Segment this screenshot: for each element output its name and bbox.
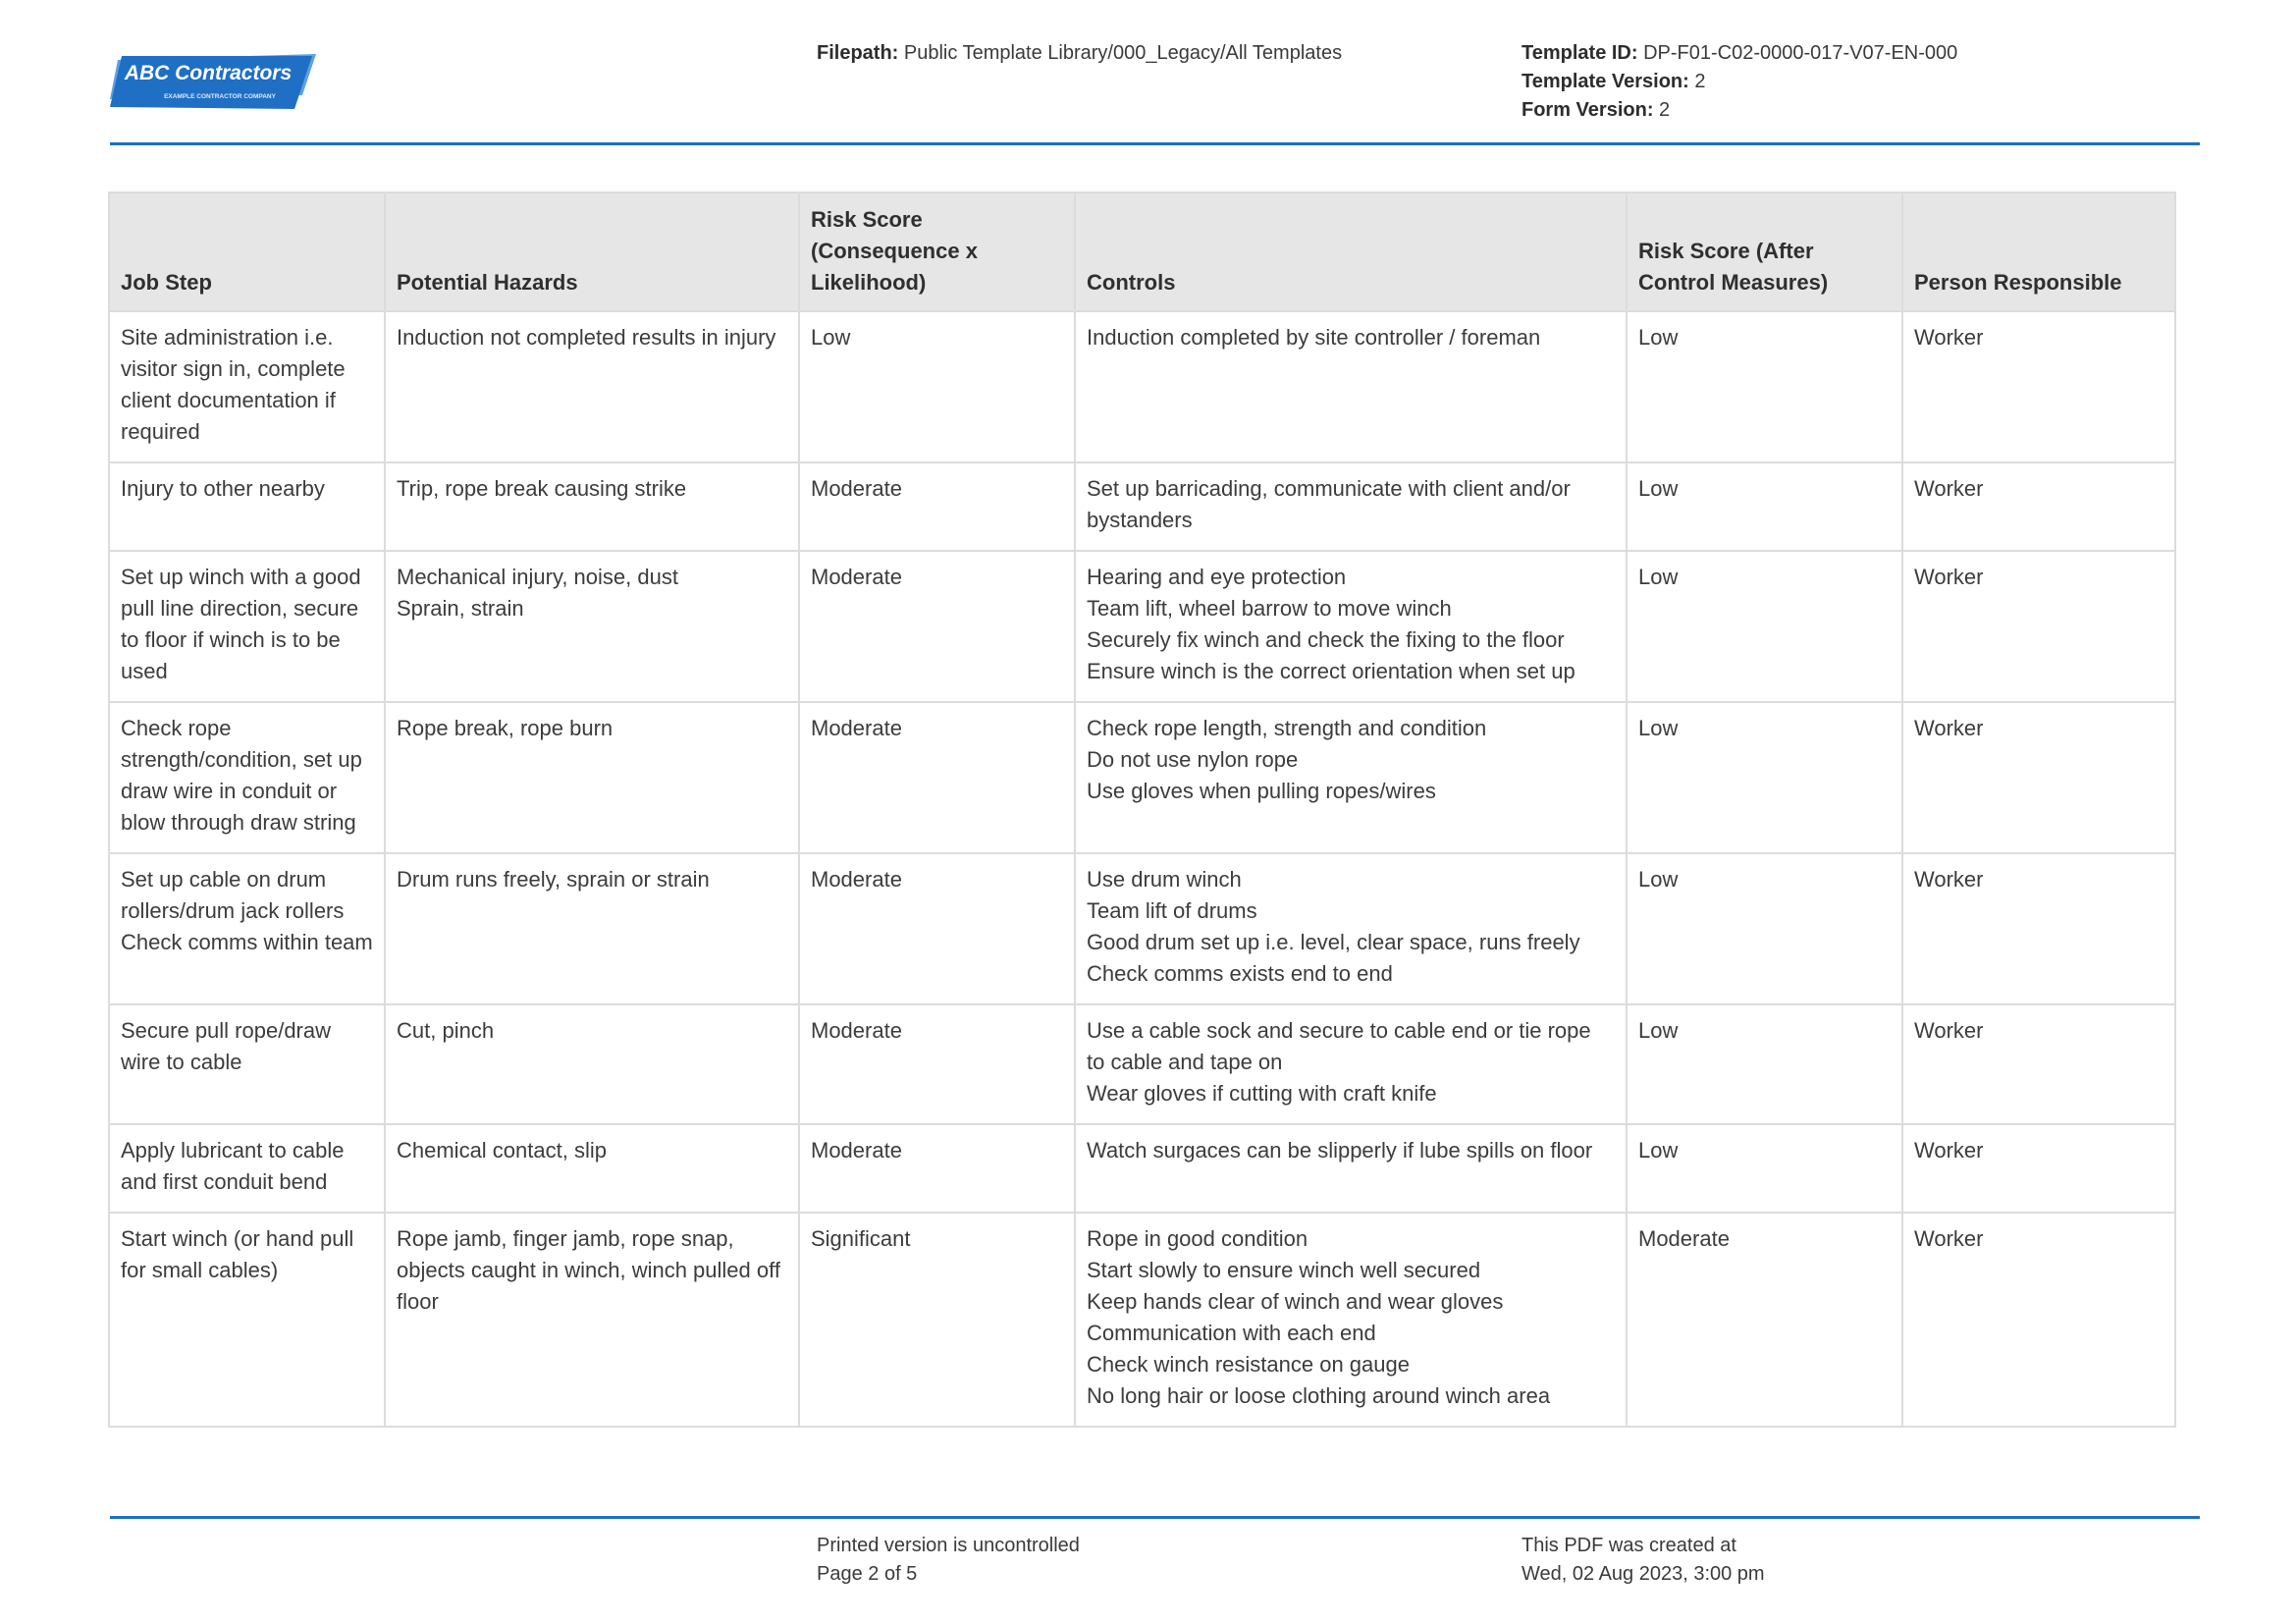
- controls-line: Rope in good condition: [1087, 1226, 1308, 1251]
- job-step-line: Check comms within team: [121, 930, 373, 954]
- risk-score-after-cell: Moderate: [1627, 1213, 1902, 1427]
- controls-line: Check comms exists end to end: [1087, 961, 1393, 986]
- risk-score-after-cell: Low: [1627, 1004, 1902, 1124]
- controls-line: Do not use nylon rope: [1087, 747, 1299, 772]
- created-date: Wed, 02 Aug 2023, 3:00 pm: [1522, 1563, 1765, 1585]
- risk-score-cell: Moderate: [799, 462, 1075, 551]
- table-row: [109, 462, 2175, 551]
- risk-score-cell: Moderate: [799, 1004, 1075, 1124]
- controls-cell: [1075, 1004, 1627, 1124]
- controls-line: Set up barricading, communicate with client and/or bystanders: [1087, 476, 1571, 532]
- job-step-line: Set up cable on drum rollers/drum jack rollers: [121, 867, 345, 923]
- controls-line: Team lift, wheel barrow to move winch: [1087, 596, 1452, 621]
- header-person-responsible: Person Responsible: [1902, 192, 2175, 311]
- filepath-label: Filepath:: [817, 42, 899, 64]
- hazards-line: Rope break, rope burn: [397, 716, 614, 740]
- job-step-line: Site administration i.e. visitor sign in, complete client documentation if required: [121, 325, 346, 444]
- hazards-cell: [385, 1213, 799, 1427]
- job-step-cell: [109, 462, 385, 551]
- footer-divider: [110, 1516, 2200, 1519]
- footer-right: [1522, 1532, 1765, 1589]
- job-step-cell: [109, 1124, 385, 1213]
- logo-name: ABC Contractors: [124, 62, 293, 84]
- job-step-line: Secure pull rope/draw wire to cable: [121, 1018, 332, 1074]
- risk-score-after-cell: Low: [1627, 702, 1902, 853]
- controls-line: Securely fix winch and check the fixing to the floor: [1087, 627, 1565, 652]
- table-row: [109, 551, 2175, 702]
- header-divider: [110, 142, 2200, 145]
- template-version-label: Template Version:: [1522, 71, 1689, 92]
- controls-line: Use a cable sock and secure to cable end or tie rope to cable and tape on: [1087, 1018, 1591, 1074]
- risk-score-cell: Significant: [799, 1213, 1075, 1427]
- form-version-label: Form Version:: [1522, 99, 1654, 121]
- hazards-cell: [385, 551, 799, 702]
- template-version-row: [1522, 68, 1957, 96]
- hazards-cell: [385, 853, 799, 1004]
- hazards-line: Trip, rope break causing strike: [397, 476, 687, 501]
- controls-cell: [1075, 1213, 1627, 1427]
- hazards-line: Induction not completed results in injury: [397, 325, 776, 350]
- controls-line: No long hair or loose clothing around winch area: [1087, 1383, 1551, 1408]
- footer-left: [817, 1532, 1080, 1589]
- template-id-label: Template ID:: [1522, 42, 1638, 64]
- header-job-step: Job Step: [109, 192, 385, 311]
- person-responsible-cell: Worker: [1902, 1124, 2175, 1213]
- header-controls: Controls: [1075, 192, 1627, 311]
- hazards-line: Chemical contact, slip: [397, 1138, 607, 1163]
- controls-line: Induction completed by site controller / foreman: [1087, 325, 1541, 350]
- job-step-cell: [109, 551, 385, 702]
- risk-score-cell: Moderate: [799, 853, 1075, 1004]
- template-id-row: [1522, 39, 1957, 68]
- job-step-cell: [109, 1213, 385, 1427]
- hazards-line: Drum runs freely, sprain or strain: [397, 867, 710, 892]
- form-version-value: 2: [1659, 99, 1671, 121]
- template-version-value: 2: [1694, 71, 1706, 92]
- hazards-cell: [385, 311, 799, 462]
- hazards-line: Sprain, strain: [397, 596, 524, 621]
- job-step-cell: [109, 1004, 385, 1124]
- risk-score-after-cell: Low: [1627, 853, 1902, 1004]
- job-step-line: Start winch (or hand pull for small cables): [121, 1226, 354, 1282]
- controls-cell: [1075, 551, 1627, 702]
- job-step-line: Injury to other nearby: [121, 476, 325, 501]
- risk-assessment-table: [108, 191, 2176, 1428]
- table-row: [109, 702, 2175, 853]
- filepath-value: Public Template Library/000_Legacy/All Templates: [903, 42, 1343, 64]
- header-risk-score-after: Risk Score (After Control Measures): [1627, 192, 1902, 311]
- table-row: [109, 853, 2175, 1004]
- person-responsible-cell: Worker: [1902, 551, 2175, 702]
- controls-line: Watch surgaces can be slipperly if lube spills on floor: [1087, 1138, 1593, 1163]
- controls-line: Check winch resistance on gauge: [1087, 1352, 1410, 1377]
- controls-line: Hearing and eye protection: [1087, 565, 1347, 589]
- hazards-cell: [385, 462, 799, 551]
- controls-cell: [1075, 702, 1627, 853]
- hazards-line: Mechanical injury, noise, dust: [397, 565, 678, 589]
- person-responsible-cell: Worker: [1902, 462, 2175, 551]
- controls-cell: [1075, 853, 1627, 1004]
- controls-line: Use drum winch: [1087, 867, 1242, 892]
- table-header: [109, 192, 2175, 311]
- company-logo-graphic: [110, 54, 316, 111]
- person-responsible-cell: Worker: [1902, 311, 2175, 462]
- table-body: [109, 311, 2175, 1427]
- controls-line: Use gloves when pulling ropes/wires: [1087, 779, 1436, 803]
- risk-score-after-cell: Low: [1627, 311, 1902, 462]
- uncontrolled-notice: Printed version is uncontrolled: [817, 1535, 1080, 1556]
- table-row: [109, 1004, 2175, 1124]
- controls-cell: [1075, 462, 1627, 551]
- person-responsible-cell: Worker: [1902, 853, 2175, 1004]
- created-label: This PDF was created at: [1522, 1535, 1736, 1556]
- job-step-line: Set up winch with a good pull line direction, secure to floor if winch is to be used: [121, 565, 361, 683]
- controls-line: Good drum set up i.e. level, clear space, runs freely: [1087, 930, 1580, 954]
- controls-cell: [1075, 1124, 1627, 1213]
- table-row: [109, 1124, 2175, 1213]
- risk-score-cell: Low: [799, 311, 1075, 462]
- controls-line: Ensure winch is the correct orientation when set up: [1087, 659, 1575, 683]
- hazards-cell: [385, 1004, 799, 1124]
- controls-cell: [1075, 311, 1627, 462]
- job-step-cell: [109, 311, 385, 462]
- controls-line: Check rope length, strength and condition: [1087, 716, 1487, 740]
- hazards-line: Cut, pinch: [397, 1018, 495, 1043]
- risk-score-cell: Moderate: [799, 1124, 1075, 1213]
- controls-line: Wear gloves if cutting with craft knife: [1087, 1081, 1437, 1106]
- controls-line: Communication with each end: [1087, 1321, 1376, 1345]
- person-responsible-cell: Worker: [1902, 1213, 2175, 1427]
- risk-score-cell: Moderate: [799, 702, 1075, 853]
- risk-score-after-cell: Low: [1627, 462, 1902, 551]
- job-step-line: Apply lubricant to cable and first conduit bend: [121, 1138, 345, 1194]
- controls-line: Keep hands clear of winch and wear gloves: [1087, 1289, 1504, 1314]
- template-info-block: [1522, 39, 1957, 125]
- page-number: Page 2 of 5: [817, 1563, 918, 1585]
- job-step-line: Check rope strength/condition, set up draw wire in conduit or blow through draw string: [121, 716, 362, 835]
- controls-line: Team lift of drums: [1087, 898, 1257, 923]
- table-header-row: [109, 192, 2175, 311]
- risk-score-after-cell: Low: [1627, 551, 1902, 702]
- hazards-cell: [385, 702, 799, 853]
- controls-line: Start slowly to ensure winch well secured: [1087, 1258, 1481, 1282]
- header-risk-score: Risk Score (Consequence x Likelihood): [799, 192, 1075, 311]
- risk-score-cell: Moderate: [799, 551, 1075, 702]
- form-version-row: [1522, 96, 1957, 125]
- person-responsible-cell: Worker: [1902, 1004, 2175, 1124]
- logo-tagline: EXAMPLE CONTRACTOR COMPANY: [164, 93, 276, 100]
- job-step-cell: [109, 702, 385, 853]
- company-logo: [110, 54, 316, 111]
- person-responsible-cell: Worker: [1902, 702, 2175, 853]
- table-row: [109, 1213, 2175, 1427]
- template-id-value: DP-F01-C02-0000-017-V07-EN-000: [1643, 42, 1958, 64]
- hazards-cell: [385, 1124, 799, 1213]
- hazards-line: Rope jamb, finger jamb, rope snap, objects caught in winch, winch pulled off floor: [397, 1226, 780, 1314]
- header-potential-hazards: Potential Hazards: [385, 192, 799, 311]
- table-row: [109, 311, 2175, 462]
- risk-score-after-cell: Low: [1627, 1124, 1902, 1213]
- filepath-block: [817, 39, 1342, 68]
- job-step-cell: [109, 853, 385, 1004]
